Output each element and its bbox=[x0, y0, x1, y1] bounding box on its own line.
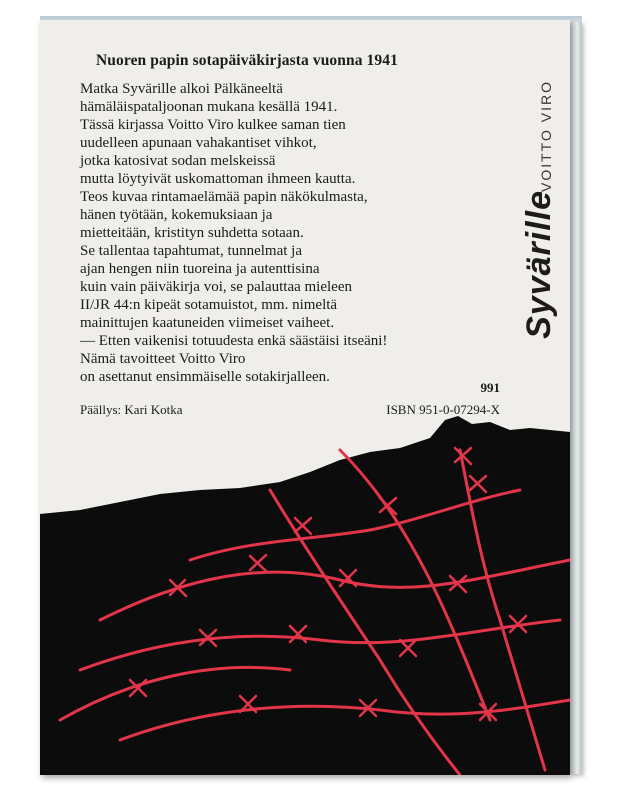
blurb-line: on asettanut ensimmäiselle sotakirjalleen. bbox=[80, 369, 330, 385]
blurb-line: mainittujen kaatuneiden viimeiset vaiheet. bbox=[80, 315, 335, 331]
book-spine-edge bbox=[570, 22, 582, 774]
blurb-line: mutta löytyivät uskomattoman ihmeen kautta. bbox=[80, 171, 356, 187]
cover-credit: Päällys: Kari Kotka bbox=[80, 402, 183, 417]
blurb-line: Nämä tavoitteet Voitto Viro bbox=[80, 351, 246, 367]
blurb-line: Se tallentaa tapahtumat, tunnelmat ja bbox=[80, 243, 303, 259]
blurb-text bbox=[80, 52, 500, 386]
product-code: 991 bbox=[480, 380, 500, 395]
blurb-line: jotka katosivat sodan melskeissä bbox=[80, 153, 276, 169]
blurb-line: — Etten vaikenisi totuudesta enkä säästäisi itseäni! bbox=[80, 333, 388, 349]
spine-author: VOITTO VIRO bbox=[538, 80, 554, 192]
blurb-line: II/JR 44:n kipeät sotamuistot, mm. nimeltä bbox=[80, 297, 338, 313]
blurb-line: ajan hengen niin tuoreina ja autenttisina bbox=[80, 261, 320, 277]
blurb-line: kuin vain päiväkirja voi, se palauttaa mieleen bbox=[80, 279, 352, 295]
spine-lettering bbox=[520, 80, 560, 420]
blurb-line: hämäläispataljoonan mukana kesällä 1941. bbox=[80, 99, 338, 115]
blurb-line: Tässä kirjassa Voitto Viro kulkee saman tien bbox=[80, 117, 346, 133]
blurb-line: hänen työtään, kokemuksiaan ja bbox=[80, 207, 273, 223]
blurb-heading: Nuoren papin sotapäiväkirjasta vuonna 1941 bbox=[96, 52, 398, 69]
blurb-line: Matka Syvärille alkoi Pälkäneeltä bbox=[80, 81, 283, 97]
blurb-line: mietteitään, kristityn suhdetta sotaan. bbox=[80, 225, 304, 241]
blurb-line: Teos kuvaa rintamaelämää papin näkökulmasta, bbox=[80, 189, 368, 205]
isbn-number: ISBN 951-0-07294-X bbox=[386, 402, 500, 417]
publication-meta bbox=[80, 380, 500, 440]
blurb-line: uudelleen apunaan vahakantiset vihkot, bbox=[80, 135, 317, 151]
spine-title: Syvärille bbox=[520, 190, 558, 339]
